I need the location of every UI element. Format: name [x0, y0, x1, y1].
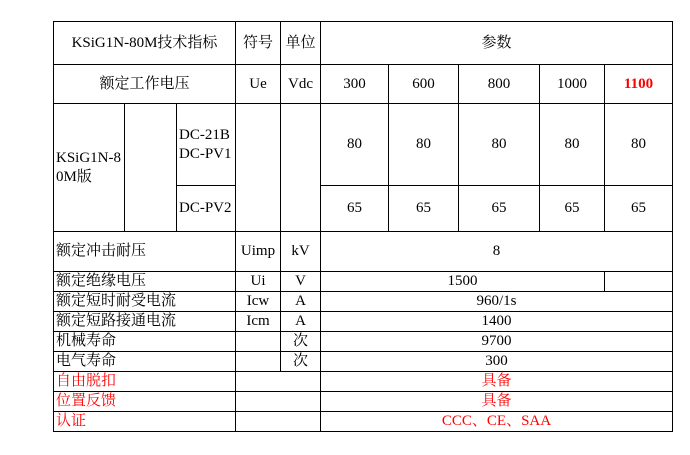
spec-symbol: Ui — [236, 272, 281, 292]
version-category: DC-21B DC-PV1 — [177, 104, 236, 186]
version-value: 65 — [459, 186, 540, 232]
spec-row — [54, 272, 673, 292]
spec-value: 8 — [321, 232, 673, 272]
params-header: 参数 — [321, 22, 673, 65]
feature-blank-cell — [236, 372, 321, 392]
spec-row — [54, 232, 673, 272]
spec-label: 额定绝缘电压 — [54, 272, 236, 292]
version-value: 80 — [389, 104, 459, 186]
feature-value: 具备 — [321, 372, 673, 392]
spec-symbol: Icw — [236, 292, 281, 312]
rated-voltage-label: 额定工作电压 — [54, 65, 236, 104]
version-category: DC-PV2 — [177, 186, 236, 232]
feature-label: 位置反馈 — [54, 392, 236, 412]
unit-header: 单位 — [281, 22, 321, 65]
feature-value: 具备 — [321, 392, 673, 412]
version-unit-cell — [281, 104, 321, 232]
feature-value: CCC、CE、SAA — [321, 412, 673, 432]
spec-label: 电气寿命 — [54, 352, 236, 372]
version-symbol-cell — [236, 104, 281, 232]
rated-voltage-row — [54, 65, 673, 104]
feature-label: 自由脱扣 — [54, 372, 236, 392]
header-row — [54, 22, 673, 65]
rated-voltage-value-highlight: 1100 — [605, 65, 673, 104]
version-value: 65 — [605, 186, 673, 232]
version-value: 65 — [389, 186, 459, 232]
spec-label: 额定短时耐受电流 — [54, 292, 236, 312]
rated-voltage-value: 600 — [389, 65, 459, 104]
table-title: KSiG1N-80M技术指标 — [54, 22, 236, 65]
spec-symbol — [236, 332, 281, 352]
feature-row — [54, 372, 673, 392]
spec-value: 1400 — [321, 312, 673, 332]
spec-value: 9700 — [321, 332, 673, 352]
version-row-1 — [54, 104, 673, 186]
rated-voltage-value: 300 — [321, 65, 389, 104]
spec-label: 额定冲击耐压 — [54, 232, 236, 272]
version-value: 65 — [540, 186, 605, 232]
spec-extra-cell — [605, 272, 673, 292]
spec-unit: 次 — [281, 352, 321, 372]
version-blank-cell — [125, 104, 177, 232]
spec-row — [54, 332, 673, 352]
version-value: 80 — [605, 104, 673, 186]
spec-unit: kV — [281, 232, 321, 272]
spec-unit: A — [281, 312, 321, 332]
spec-value: 1500 — [321, 272, 605, 292]
rated-voltage-value: 800 — [459, 65, 540, 104]
feature-blank-cell — [236, 392, 321, 412]
spec-value: 960/1s — [321, 292, 673, 312]
spec-unit: A — [281, 292, 321, 312]
spec-label: 额定短路接通电流 — [54, 312, 236, 332]
version-value: 80 — [459, 104, 540, 186]
spec-symbol — [236, 352, 281, 372]
feature-blank-cell — [236, 412, 321, 432]
spec-unit: 次 — [281, 332, 321, 352]
version-label: KSiG1N-80M版 — [54, 104, 125, 232]
spec-symbol: Icm — [236, 312, 281, 332]
rated-voltage-value: 1000 — [540, 65, 605, 104]
feature-row — [54, 392, 673, 412]
spec-symbol: Uimp — [236, 232, 281, 272]
feature-label: 认证 — [54, 412, 236, 432]
spec-table — [53, 21, 673, 432]
spec-row — [54, 352, 673, 372]
spec-value: 300 — [321, 352, 673, 372]
spec-unit: V — [281, 272, 321, 292]
rated-voltage-symbol: Ue — [236, 65, 281, 104]
rated-voltage-unit: Vdc — [281, 65, 321, 104]
version-value: 65 — [321, 186, 389, 232]
spec-row — [54, 292, 673, 312]
spec-row — [54, 312, 673, 332]
version-value: 80 — [540, 104, 605, 186]
version-value: 80 — [321, 104, 389, 186]
feature-row — [54, 412, 673, 432]
symbol-header: 符号 — [236, 22, 281, 65]
spec-label: 机械寿命 — [54, 332, 236, 352]
